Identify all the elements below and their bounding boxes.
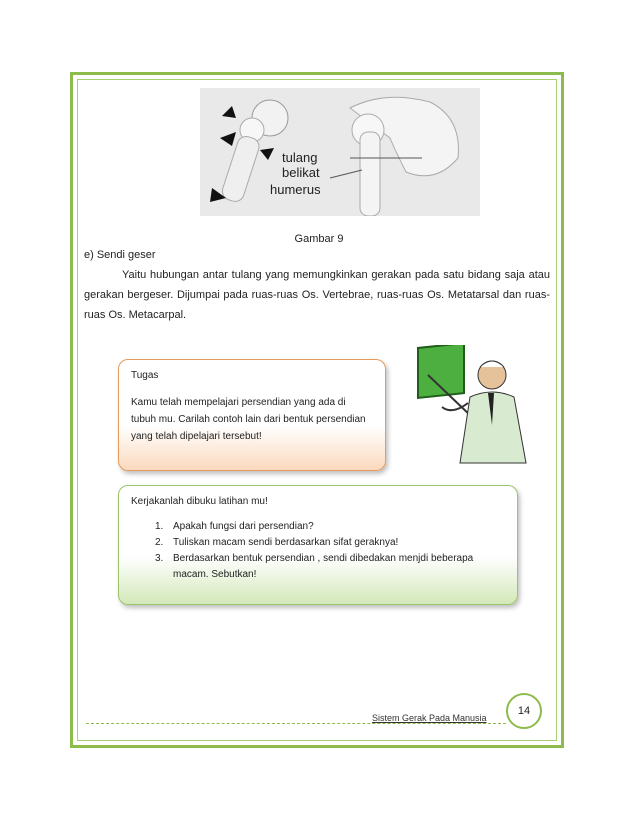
latihan-title: Kerjakanlah dibuku latihan mu! xyxy=(131,496,268,507)
shoulder-joint-figure xyxy=(200,88,480,216)
list-item-text: Apakah fungsi dari persendian? xyxy=(173,521,314,532)
list-item-number: 3. xyxy=(155,553,164,564)
figure-caption: Gambar 9 xyxy=(294,233,344,245)
list-item-text: Tuliskan macam sendi berdasarkan sifat geraknya! xyxy=(173,537,399,548)
figure-label-tulang: tulang xyxy=(282,150,318,165)
latihan-list xyxy=(155,519,483,583)
figure-label-humerus: humerus xyxy=(270,182,321,197)
section-paragraph xyxy=(84,265,550,325)
page-number: 14 xyxy=(506,693,542,729)
list-item xyxy=(155,551,483,583)
list-item xyxy=(155,519,483,535)
footer-dashed-line xyxy=(86,723,506,724)
list-item-number: 1. xyxy=(155,521,164,532)
tugas-box xyxy=(118,359,386,471)
section-paragraph-text: Yaitu hubungan antar tulang yang memungkinkan gerakan pada satu bidang saja atau gerakan bergeser. Dijumpai pada ruas-ruas Os. Vertebrae, ruas-ruas Os. Metatarsal dan ruas-ruas Os. Metacarpal. xyxy=(84,269,550,321)
list-item-number: 2. xyxy=(155,537,164,548)
list-item-text: Berdasarkan bentuk persendian , sendi dibedakan menjdi beberapa macam. Sebutkan! xyxy=(173,553,474,580)
latihan-box xyxy=(118,485,518,605)
tugas-body: Kamu telah mempelajari persendian yang ada di tubuh mu. Carilah contoh lain dari bentuk persendian yang telah dipelajari tersebut! xyxy=(131,397,366,442)
teacher-pointing-illustration xyxy=(408,345,540,465)
footer-title: Sistem Gerak Pada Manusia xyxy=(372,713,487,723)
tugas-title: Tugas xyxy=(131,370,159,381)
section-heading: e) Sendi geser xyxy=(84,249,156,261)
list-item xyxy=(155,535,483,551)
figure-label-belikat: belikat xyxy=(282,165,320,180)
